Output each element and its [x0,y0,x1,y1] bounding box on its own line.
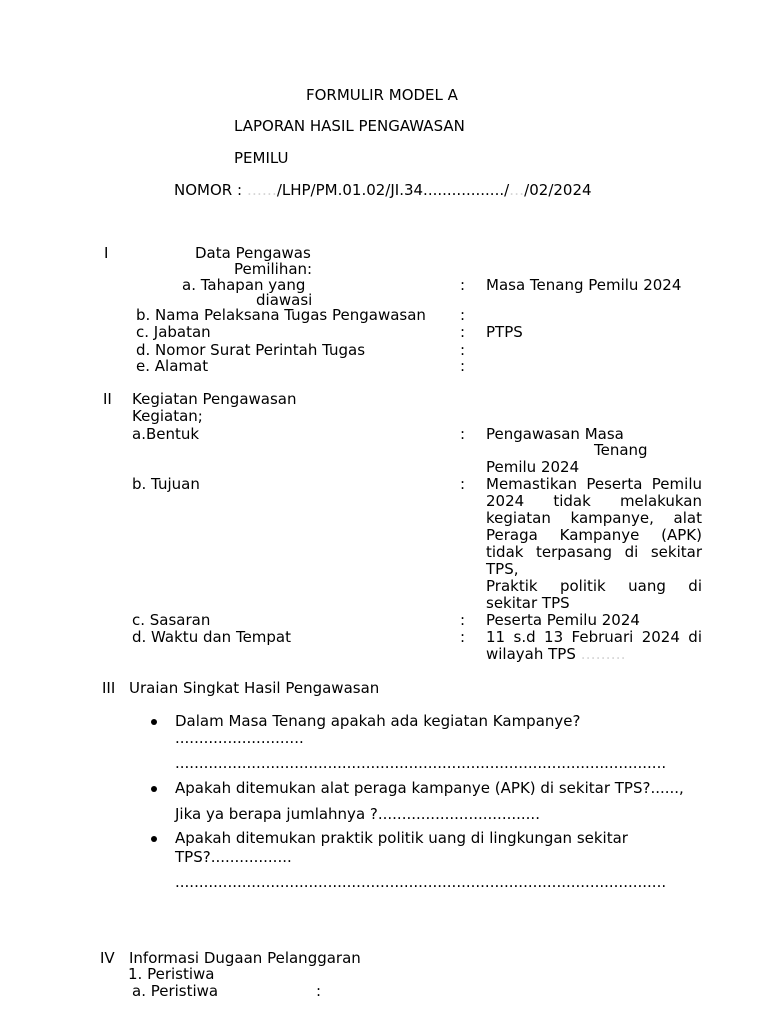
sasaran-label: c. Sasaran [132,611,211,629]
bentuk-colon: : [460,425,466,443]
tujuan-line: tidak terpasang di sekitar [486,543,702,561]
form-title: FORMULIR MODEL A [306,86,458,104]
nomor-code: /LHP/PM.01.02/JI.34................./ [276,181,510,199]
nomor-surat-label: d. Nomor Surat Perintah Tugas [136,341,366,359]
question-kampanye: Dalam Masa Tenang apakah ada kegiatan Kampanye? [175,712,581,730]
tahapan-value: Masa Tenang Pemilu 2024 [486,276,682,294]
report-subtitle: PEMILU [234,149,289,167]
waktu-tempat-blank: ……… [580,645,626,663]
section-1-title: Data Pengawas [195,244,311,262]
answer-kampanye-line: ....................................................................................................... [175,754,667,772]
nomor-blank-1: …… [246,181,277,199]
bullet-icon [151,786,157,792]
nama-pelaksana-colon: : [460,306,466,324]
tujuan-label: b. Tujuan [132,475,200,493]
alamat-label: e. Alamat [136,357,209,375]
nomor-blank-2: … [509,181,525,199]
tujuan-line: 2024 tidak melakukan [486,492,702,510]
bentuk-value: Pengawasan Masa [486,425,624,443]
report-title: LAPORAN HASIL PENGAWASAN [234,117,465,135]
tujuan-line: kegiatan kampanye, alat [486,509,702,527]
nomor-line [174,182,592,199]
nomor-label: NOMOR : [174,181,243,199]
jabatan-label: c. Jabatan [136,323,211,341]
waktu-tempat-value: 11 s.d 13 Februari 2024 di [486,628,702,646]
peristiwa-colon: : [316,982,322,1000]
nama-pelaksana-label: b. Nama Pelaksana Tugas Pengawasan [136,306,426,324]
peristiwa-label: a. Peristiwa [132,982,219,1000]
tujuan-colon: : [460,475,466,493]
section-2-title: Kegiatan Pengawasan [132,390,297,408]
answer-kampanye-dots: ........................... [175,729,304,747]
nomor-date: /02/2024 [524,181,592,199]
jabatan-value: PTPS [486,323,523,341]
nomor-surat-colon: : [460,341,466,359]
waktu-tempat-value-cont [486,646,626,663]
section-2-number: II [103,390,112,408]
bentuk-value-end: Pemilu 2024 [486,458,580,476]
question-apk-jumlah: Jika ya berapa jumlahnya ?.................................. [175,805,540,823]
alamat-colon: : [460,357,466,375]
answer-politik-uang-line: ....................................................................................................... [175,873,667,891]
bullet-icon [151,836,157,842]
bentuk-label: a.Bentuk [132,425,200,443]
section-3-title: Uraian Singkat Hasil Pengawasan [129,679,380,697]
tujuan-line: TPS, [486,560,519,578]
tahapan-label-cont: diawasi [256,291,313,309]
section-4-number: IV [100,949,115,967]
tahapan-label: a. Tahapan yang [182,276,306,294]
question-apk: Apakah ditemukan alat peraga kampanye (APK) di sekitar TPS?......, [175,779,684,797]
waktu-tempat-label: d. Waktu dan Tempat [132,628,292,646]
question-politik-uang-cont: TPS?................. [175,848,292,866]
section-1-number: I [104,244,109,262]
section-1-title-cont: Pemilihan: [234,260,313,278]
question-politik-uang: Apakah ditemukan praktik politik uang di lingkungan sekitar [175,829,628,847]
waktu-tempat-wilayah: wilayah TPS [486,645,576,663]
section-3-number: III [102,679,116,697]
sasaran-colon: : [460,611,466,629]
tujuan-line: Praktik politik uang di [486,577,702,595]
peristiwa-item: 1. Peristiwa [128,965,215,983]
tahapan-colon: : [460,276,466,294]
bullet-icon [151,719,157,725]
tujuan-line: Peraga Kampanye (APK) [486,526,702,544]
tujuan-line: Memastikan Peserta Pemilu [486,475,702,493]
waktu-tempat-colon: : [460,628,466,646]
sasaran-value: Peserta Pemilu 2024 [486,611,640,629]
bentuk-value-cont: Tenang [594,441,648,459]
section-4-title: Informasi Dugaan Pelanggaran [129,949,361,967]
jabatan-colon: : [460,323,466,341]
tujuan-line: sekitar TPS [486,594,570,612]
section-2-title-cont: Kegiatan; [132,407,203,425]
